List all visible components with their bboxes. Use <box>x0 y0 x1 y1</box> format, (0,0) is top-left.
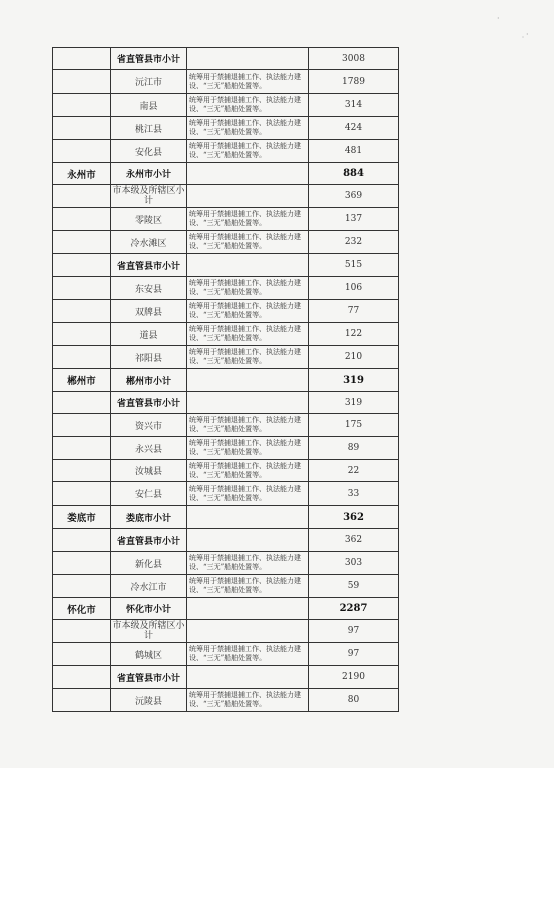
city-cell <box>53 208 111 231</box>
table-row <box>53 482 399 506</box>
county-cell: 南县 <box>111 94 187 117</box>
amount-cell: 22 <box>309 460 399 482</box>
county-cell: 桃江县 <box>111 117 187 140</box>
table-row <box>53 70 399 94</box>
county-cell: 怀化市小计 <box>111 598 187 620</box>
amount-cell: 2190 <box>309 666 399 689</box>
city-cell <box>53 185 111 208</box>
amount-cell: 303 <box>309 552 399 575</box>
amount-cell: 515 <box>309 254 399 277</box>
description-cell: 统筹用于禁捕退捕工作、执法能力建设、“三无”船舶处置等。 <box>187 460 309 482</box>
city-cell <box>53 277 111 300</box>
city-cell <box>53 346 111 369</box>
amount-cell: 137 <box>309 208 399 231</box>
city-cell <box>53 231 111 254</box>
table-row <box>53 231 399 254</box>
description-cell: 统筹用于禁捕退捕工作、执法能力建设、“三无”船舶处置等。 <box>187 414 309 437</box>
amount-cell: 89 <box>309 437 399 460</box>
city-cell: 郴州市 <box>53 369 111 392</box>
table-row <box>53 346 399 369</box>
description-cell: 统筹用于禁捕退捕工作、执法能力建设、“三无”船舶处置等。 <box>187 94 309 117</box>
table-row <box>53 208 399 231</box>
table-row <box>53 414 399 437</box>
county-cell: 冷水滩区 <box>111 231 187 254</box>
county-cell: 冷水江市 <box>111 575 187 598</box>
amount-cell: 2287 <box>309 598 399 620</box>
amount-cell: 33 <box>309 482 399 506</box>
table-row <box>53 552 399 575</box>
description-cell: 统筹用于禁捕退捕工作、执法能力建设、“三无”船舶处置等。 <box>187 482 309 506</box>
table-row <box>53 689 399 712</box>
amount-cell: 319 <box>309 369 399 392</box>
county-cell: 永兴县 <box>111 437 187 460</box>
description-cell: 统筹用于禁捕退捕工作、执法能力建设、“三无”船舶处置等。 <box>187 575 309 598</box>
city-cell <box>53 620 111 643</box>
county-cell: 安化县 <box>111 140 187 163</box>
table-row <box>53 140 399 163</box>
table-row <box>53 598 399 620</box>
amount-cell: 97 <box>309 643 399 666</box>
description-cell: 统筹用于禁捕退捕工作、执法能力建设、“三无”船舶处置等。 <box>187 140 309 163</box>
amount-cell: 3008 <box>309 48 399 70</box>
amount-cell: 210 <box>309 346 399 369</box>
county-cell: 永州市小计 <box>111 163 187 185</box>
county-cell: 省直管县市小计 <box>111 392 187 414</box>
city-cell <box>53 460 111 482</box>
county-cell: 省直管县市小计 <box>111 48 187 70</box>
county-cell: 东安县 <box>111 277 187 300</box>
city-cell <box>53 575 111 598</box>
table-row <box>53 94 399 117</box>
city-cell <box>53 437 111 460</box>
amount-cell: 1789 <box>309 70 399 94</box>
county-cell: 道县 <box>111 323 187 346</box>
amount-cell: 97 <box>309 620 399 643</box>
table-row <box>53 643 399 666</box>
table-row <box>53 666 399 689</box>
table-row <box>53 529 399 552</box>
county-cell: 安仁县 <box>111 482 187 506</box>
description-cell: 统筹用于禁捕退捕工作、执法能力建设、“三无”船舶处置等。 <box>187 208 309 231</box>
amount-cell: 319 <box>309 392 399 414</box>
description-cell <box>187 666 309 689</box>
city-cell: 娄底市 <box>53 506 111 529</box>
city-cell <box>53 140 111 163</box>
table-row <box>53 163 399 185</box>
county-cell: 新化县 <box>111 552 187 575</box>
county-cell: 沅陵县 <box>111 689 187 712</box>
table-row <box>53 48 399 70</box>
city-cell <box>53 48 111 70</box>
county-cell: 市本级及所辖区小计 <box>112 621 185 641</box>
scan-speck: ˙ <box>521 36 525 45</box>
city-cell <box>53 643 111 666</box>
table-row <box>53 117 399 140</box>
city-cell <box>53 414 111 437</box>
table-row <box>53 575 399 598</box>
amount-cell: 122 <box>309 323 399 346</box>
amount-cell: 232 <box>309 231 399 254</box>
table-row <box>53 254 399 277</box>
table-row <box>53 277 399 300</box>
city-cell <box>53 300 111 323</box>
county-cell: 双牌县 <box>111 300 187 323</box>
description-cell <box>187 506 309 529</box>
city-cell: 怀化市 <box>53 598 111 620</box>
description-cell: 统筹用于禁捕退捕工作、执法能力建设、“三无”船舶处置等。 <box>187 70 309 94</box>
description-cell: 统筹用于禁捕退捕工作、执法能力建设、“三无”船舶处置等。 <box>187 300 309 323</box>
description-cell: 统筹用于禁捕退捕工作、执法能力建设、“三无”船舶处置等。 <box>187 117 309 140</box>
county-cell: 郴州市小计 <box>111 369 187 392</box>
description-cell <box>187 254 309 277</box>
amount-cell: 884 <box>309 163 399 185</box>
amount-cell: 59 <box>309 575 399 598</box>
county-cell: 沅江市 <box>111 70 187 94</box>
description-cell: 统筹用于禁捕退捕工作、执法能力建设、“三无”船舶处置等。 <box>187 323 309 346</box>
description-cell <box>187 392 309 414</box>
scan-speck: · <box>497 14 500 23</box>
county-cell: 祁阳县 <box>111 346 187 369</box>
description-cell <box>187 163 309 185</box>
city-cell <box>53 323 111 346</box>
city-cell <box>53 94 111 117</box>
table-row <box>53 460 399 482</box>
city-cell <box>53 392 111 414</box>
county-cell: 资兴市 <box>111 414 187 437</box>
city-cell <box>53 117 111 140</box>
description-cell <box>187 48 309 70</box>
county-cell: 娄底市小计 <box>111 506 187 529</box>
description-cell <box>187 529 309 552</box>
city-cell: 永州市 <box>53 163 111 185</box>
fund-allocation-table <box>52 47 399 712</box>
description-cell <box>187 369 309 392</box>
amount-cell: 77 <box>309 300 399 323</box>
amount-cell: 369 <box>309 185 399 208</box>
table-row <box>53 392 399 414</box>
county-cell: 市本级及所辖区小计 <box>112 186 185 206</box>
county-cell: 鹤城区 <box>111 643 187 666</box>
city-cell <box>53 254 111 277</box>
county-cell: 省直管县市小计 <box>111 529 187 552</box>
table-row <box>53 506 399 529</box>
table-row <box>53 437 399 460</box>
table-row <box>53 369 399 392</box>
description-cell: 统筹用于禁捕退捕工作、执法能力建设、“三无”船舶处置等。 <box>187 643 309 666</box>
description-cell: 统筹用于禁捕退捕工作、执法能力建设、“三无”船舶处置等。 <box>187 346 309 369</box>
table-row <box>53 323 399 346</box>
amount-cell: 106 <box>309 277 399 300</box>
description-cell <box>187 620 309 643</box>
description-cell <box>187 185 309 208</box>
city-cell <box>53 552 111 575</box>
amount-cell: 362 <box>309 506 399 529</box>
county-cell: 零陵区 <box>111 208 187 231</box>
description-cell: 统筹用于禁捕退捕工作、执法能力建设、“三无”船舶处置等。 <box>187 552 309 575</box>
amount-cell: 80 <box>309 689 399 712</box>
city-cell <box>53 70 111 94</box>
city-cell <box>53 482 111 506</box>
county-cell: 汝城县 <box>111 460 187 482</box>
amount-cell: 314 <box>309 94 399 117</box>
county-cell: 省直管县市小计 <box>111 254 187 277</box>
description-cell: 统筹用于禁捕退捕工作、执法能力建设、“三无”船舶处置等。 <box>187 231 309 254</box>
scan-speck: · <box>526 30 529 39</box>
description-cell: 统筹用于禁捕退捕工作、执法能力建设、“三无”船舶处置等。 <box>187 689 309 712</box>
description-cell: 统筹用于禁捕退捕工作、执法能力建设、“三无”船舶处置等。 <box>187 277 309 300</box>
county-cell: 省直管县市小计 <box>111 666 187 689</box>
city-cell <box>53 529 111 552</box>
amount-cell: 481 <box>309 140 399 163</box>
description-cell: 统筹用于禁捕退捕工作、执法能力建设、“三无”船舶处置等。 <box>187 437 309 460</box>
table-row <box>53 185 399 208</box>
amount-cell: 362 <box>309 529 399 552</box>
table-row <box>53 620 399 643</box>
amount-cell: 175 <box>309 414 399 437</box>
blank-area <box>0 768 554 912</box>
table-row <box>53 300 399 323</box>
city-cell <box>53 689 111 712</box>
amount-cell: 424 <box>309 117 399 140</box>
city-cell <box>53 666 111 689</box>
description-cell <box>187 598 309 620</box>
